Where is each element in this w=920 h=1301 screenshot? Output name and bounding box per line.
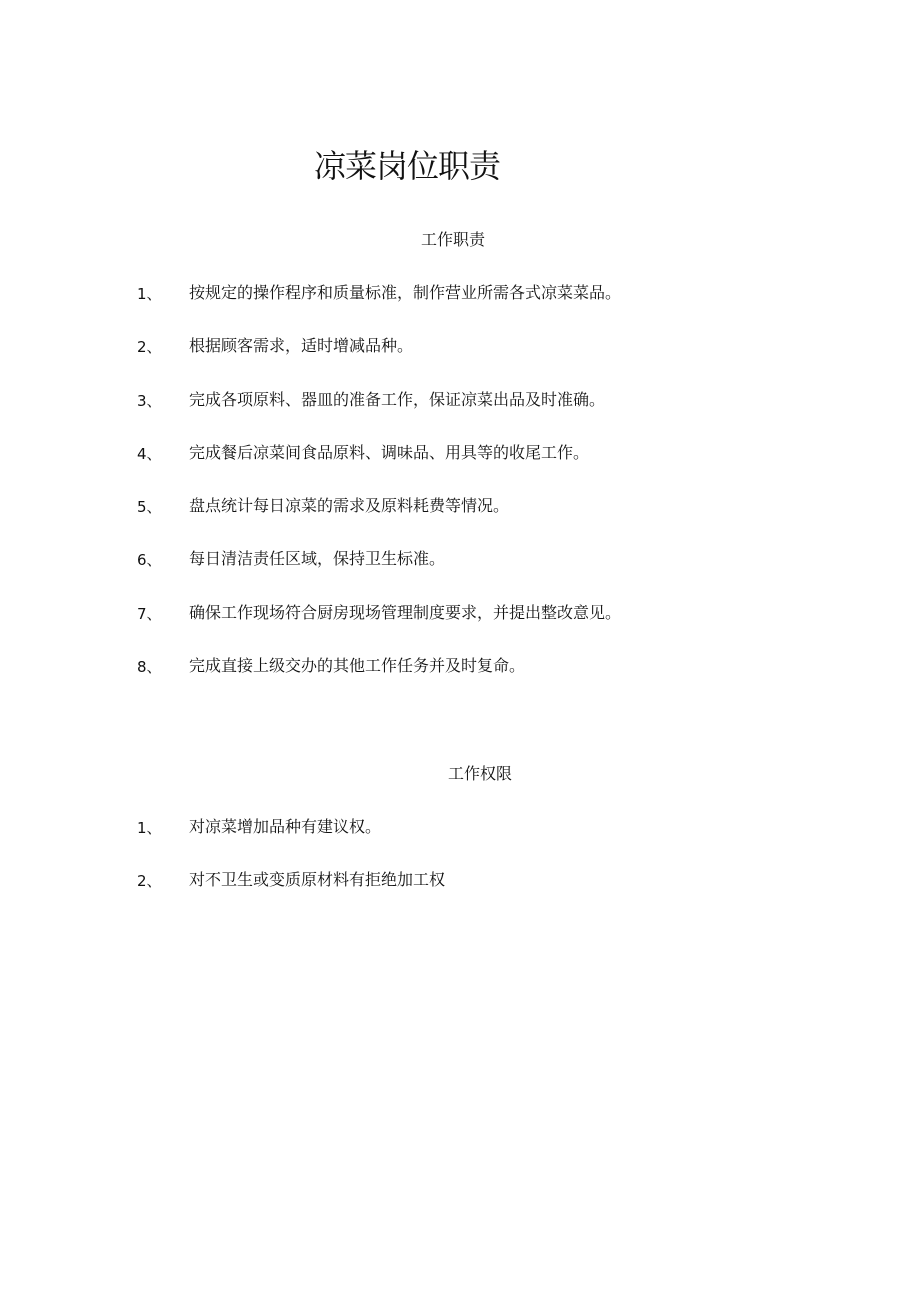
duty-number-2: 2、 xyxy=(137,338,162,357)
duty-text-3: 完成各项原料、器皿的准备工作，保证凉菜出品及时准确。 xyxy=(189,389,606,409)
duty-number-1: 1、 xyxy=(137,285,162,303)
duty-item-7 xyxy=(0,600,920,653)
duty-text-8: 完成直接上级交办的其他工作任务并及时复命。 xyxy=(189,656,526,676)
duty-item-2 xyxy=(0,333,920,386)
duty-text-7: 确保工作现场符合厨房现场管理制度要求，并提出整改意见。 xyxy=(189,602,622,622)
duty-number-7: 7、 xyxy=(137,604,162,623)
duty-number-8: 8、 xyxy=(137,658,162,677)
duty-text-4: 完成餐后凉菜间食品原料、调味品、用具等的收尾工作。 xyxy=(189,442,590,462)
duty-item-3 xyxy=(0,387,920,440)
right-text-2: 对不卫生或变质原材料有拒绝加工权 xyxy=(189,870,446,890)
rights-list xyxy=(0,814,920,921)
duty-item-5 xyxy=(0,493,920,546)
duty-number-3: 3、 xyxy=(137,391,162,410)
duty-number-4: 4、 xyxy=(137,444,162,463)
right-number-2: 2、 xyxy=(137,872,162,891)
duties-heading: 工作职责 xyxy=(421,230,486,249)
duty-number-6: 6、 xyxy=(137,551,162,570)
duty-item-4 xyxy=(0,440,920,493)
duty-text-2: 根据顾客需求，适时增减品种。 xyxy=(189,336,414,356)
duty-item-8 xyxy=(0,653,920,706)
duty-number-5: 5、 xyxy=(137,498,162,517)
duty-text-6: 每日清洁责任区域，保持卫生标准。 xyxy=(189,549,446,569)
duty-item-6 xyxy=(0,546,920,599)
page-title: 凉菜岗位职责 xyxy=(314,147,501,185)
duty-text-5: 盘点统计每日凉菜的需求及原料耗费等情况。 xyxy=(189,496,510,516)
right-text-1: 对凉菜增加品种有建议权。 xyxy=(189,817,382,836)
duty-text-1: 按规定的操作程序和质量标准，制作营业所需各式凉菜菜品。 xyxy=(189,283,622,302)
right-item-1 xyxy=(0,814,920,867)
right-number-1: 1、 xyxy=(137,819,162,837)
right-item-2 xyxy=(0,867,920,920)
rights-heading: 工作权限 xyxy=(448,764,513,783)
duties-list xyxy=(0,280,920,706)
duty-item-1 xyxy=(0,280,920,333)
